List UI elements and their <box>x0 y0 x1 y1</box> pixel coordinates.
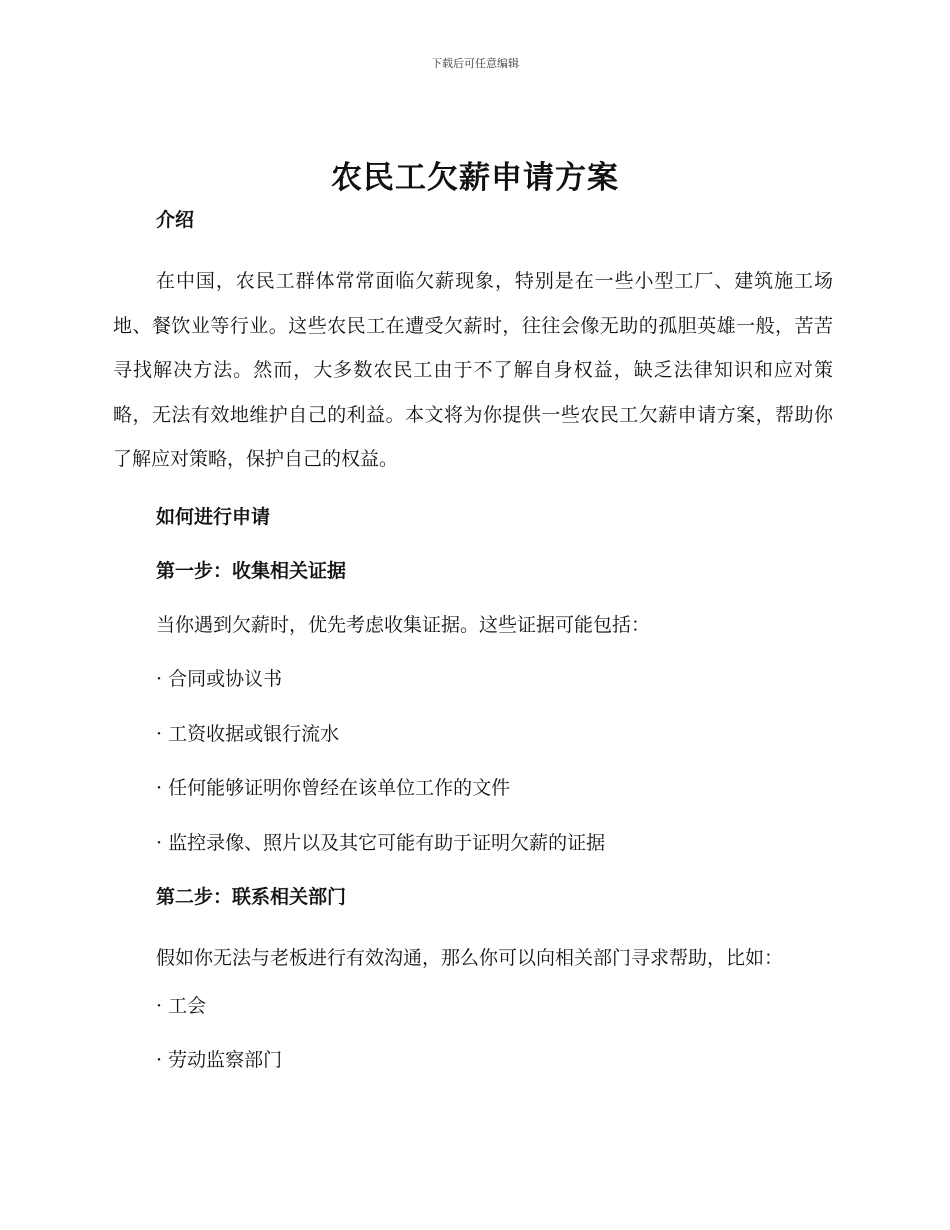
page-header: 下载后可任意编辑 <box>431 57 519 70</box>
list-item: · 工资收据或银行流水 <box>156 722 340 745</box>
list-item: · 合同或协议书 <box>156 668 283 690</box>
step1-heading: 第一步：收集相关证据 <box>156 559 347 582</box>
intro-paragraph: 在中国，农民工群体常常面临欠薪现象，特别是在一些小型工厂、建筑施工场地、餐饮业等行业。这些农民工在遭受欠薪时，往往会像无助的孤胆英雄一般，苦苦寻找解决方法。然而，大多数农民工由于不了解自身权益，缺乏法律知识和应对策略，无法有效地维护自己的利益。本文将为你提供一些农民工欠薪申请方案，帮助你了解应对策略，保护自己的权益。 <box>113 270 833 470</box>
step1-text: 当你遇到欠薪时，优先考虑收集证据。这些证据可能包括： <box>156 613 651 636</box>
step2-text: 假如你无法与老板进行有效沟通，那么你可以向相关部门寻求帮助，比如： <box>156 947 784 969</box>
list-item: · 工会 <box>156 994 207 1017</box>
list-item: · 监控录像、照片以及其它可能有助于证明欠薪的证据 <box>156 831 606 854</box>
section-heading-intro: 介绍 <box>156 209 195 231</box>
list-item: · 任何能够证明你曾经在该单位工作的文件 <box>156 777 511 799</box>
document-title: 农民工欠薪申请方案 <box>331 160 619 196</box>
step2-heading: 第二步：联系相关部门 <box>156 886 347 908</box>
spacer <box>113 981 833 991</box>
section-heading-how: 如何进行申请 <box>156 505 271 528</box>
list-item: · 劳动监察部门 <box>156 1049 283 1071</box>
spacer <box>113 482 833 502</box>
document-body <box>113 205 833 1100</box>
